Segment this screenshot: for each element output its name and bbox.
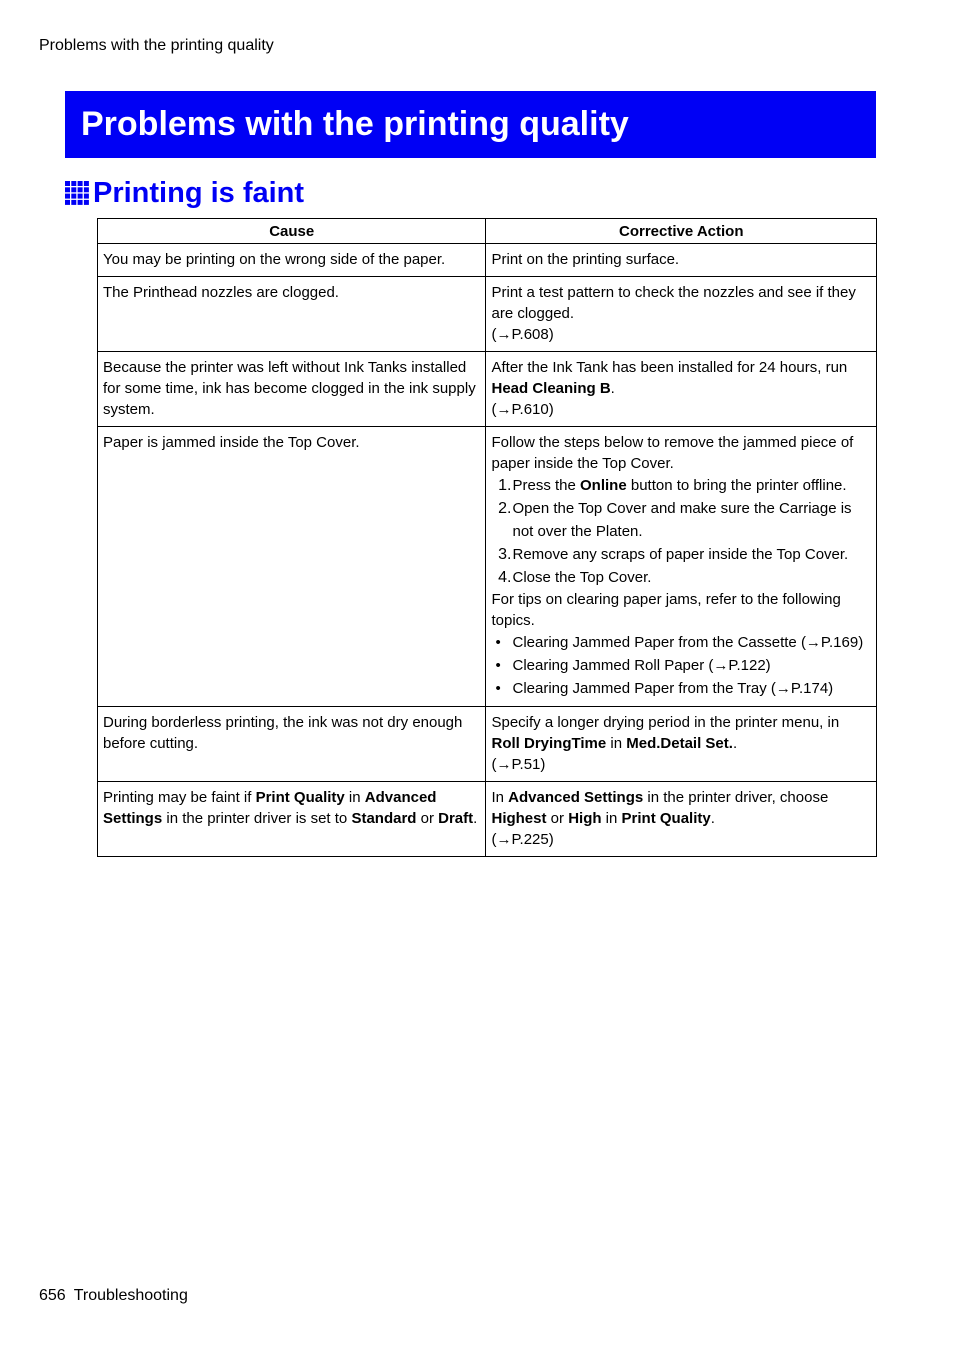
step-text: Remove any scraps of paper inside the Top Cover. [512,546,849,563]
action-cell [486,782,877,857]
running-header: Problems with the printing quality [39,37,274,54]
action-text [491,787,871,829]
bullet-icon: • [495,634,501,651]
setting-name: Advanced Settings [508,789,644,806]
step-number: 2. [498,500,512,517]
action-cell [486,277,877,352]
cause-cell: The Printhead nozzles are clogged. [98,277,486,352]
header-action: Corrective Action [486,219,877,244]
text-span: or [546,810,569,827]
action-text [491,712,871,754]
action-text: Print a test pattern to check the nozzles and see if they are clogged. [491,284,856,322]
page-reference-link[interactable]: (→P.51) [491,756,546,773]
table-header-row [98,219,877,244]
text-span: Press the [512,477,581,494]
section-title: Printing is faint [93,176,305,209]
reference-link[interactable]: Clearing Jammed Paper from the Tray (→P.174) [512,680,834,697]
reference-item [491,631,871,654]
cause-cell [98,782,486,857]
setting-name: Print Quality [255,789,345,806]
cause-cell: Because the printer was left without Ink Tanks installed for some time, ink has become clogged in the ink supply system. [98,352,486,427]
table-row [98,277,877,352]
text-span: button to bring the printer offline. [626,477,847,494]
reference-item [491,654,871,677]
step-text: Open the Top Cover and make sure the Carriage is not over the Platen. [512,500,852,540]
step-number: 3. [498,546,512,563]
step-item [491,543,871,566]
action-cell: Print on the printing surface. [486,244,877,277]
page-reference-link[interactable]: (→P.610) [491,401,554,418]
cause-cell: You may be printing on the wrong side of the paper. [98,244,486,277]
menu-item-name: Roll DryingTime [491,735,607,752]
action-intro: Follow the steps below to remove the jammed piece of paper inside the Top Cover. [491,434,854,472]
bullet-icon: • [495,657,501,674]
setting-name: Standard [351,810,417,827]
setting-name: Highest [491,810,547,827]
table-row [98,352,877,427]
table-row [98,707,877,782]
text-span: . [610,380,615,397]
text-span: After the Ink Tank has been installed for 24 hours, run [491,359,848,376]
text-span: or [416,810,439,827]
cause-cell: During borderless printing, the ink was not dry enough before cutting. [98,707,486,782]
text-span: In [491,789,509,806]
step-text [512,474,846,497]
grid-icon [65,181,89,205]
text-span: . [732,735,738,752]
text-span: in the printer driver, choose [643,789,829,806]
text-span: Printing may be faint if [103,789,256,806]
setting-name: Advanced Settings [103,789,437,827]
action-cell [486,707,877,782]
cause-cell: Paper is jammed inside the Top Cover. [98,427,486,707]
button-name: Online [580,477,627,494]
action-cell [486,427,877,707]
chapter-title: Problems with the printing quality [81,105,629,143]
text-span: . [473,810,478,827]
page-reference-link[interactable]: (→P.608) [491,326,554,343]
step-item [491,566,871,589]
tips-text: For tips on clearing paper jams, refer to the following topics. [491,591,841,629]
reference-link[interactable]: Clearing Jammed Paper from the Cassette (→P.169) [512,634,864,651]
page-number: 656 [39,1287,66,1304]
table-row [98,782,877,857]
menu-item-name: Med.Detail Set. [626,735,733,752]
reference-item [491,677,871,700]
text-span: Specify a longer drying period in the printer menu, in [491,714,840,731]
text-span: in [601,810,622,827]
troubleshooting-table [97,218,877,857]
page-reference-link[interactable]: (→P.225) [491,831,554,848]
step-number: 1. [498,477,512,494]
step-text: Close the Top Cover. [512,569,652,586]
section-heading [65,176,304,210]
text-span: in [344,789,365,806]
setting-name: High [568,810,602,827]
text-span: in the printer driver is set to [162,810,352,827]
setting-name: Print Quality [621,810,711,827]
page-footer [39,1287,188,1305]
setting-name: Draft [438,810,474,827]
header-cause: Cause [98,219,486,244]
reference-list [491,631,871,700]
action-cell [486,352,877,427]
table-row [98,244,877,277]
step-item [491,497,871,543]
step-item [491,474,871,497]
chapter-banner [65,91,876,158]
table-row [98,427,877,707]
step-number: 4. [498,569,512,586]
text-span: in [606,735,627,752]
menu-item-name: Head Cleaning B [491,380,611,397]
text-span: . [710,810,715,827]
reference-link[interactable]: Clearing Jammed Roll Paper (→P.122) [512,657,771,674]
bullet-icon: • [495,680,501,697]
footer-section: Troubleshooting [73,1287,188,1304]
steps-list [491,474,871,589]
action-text [491,357,871,399]
